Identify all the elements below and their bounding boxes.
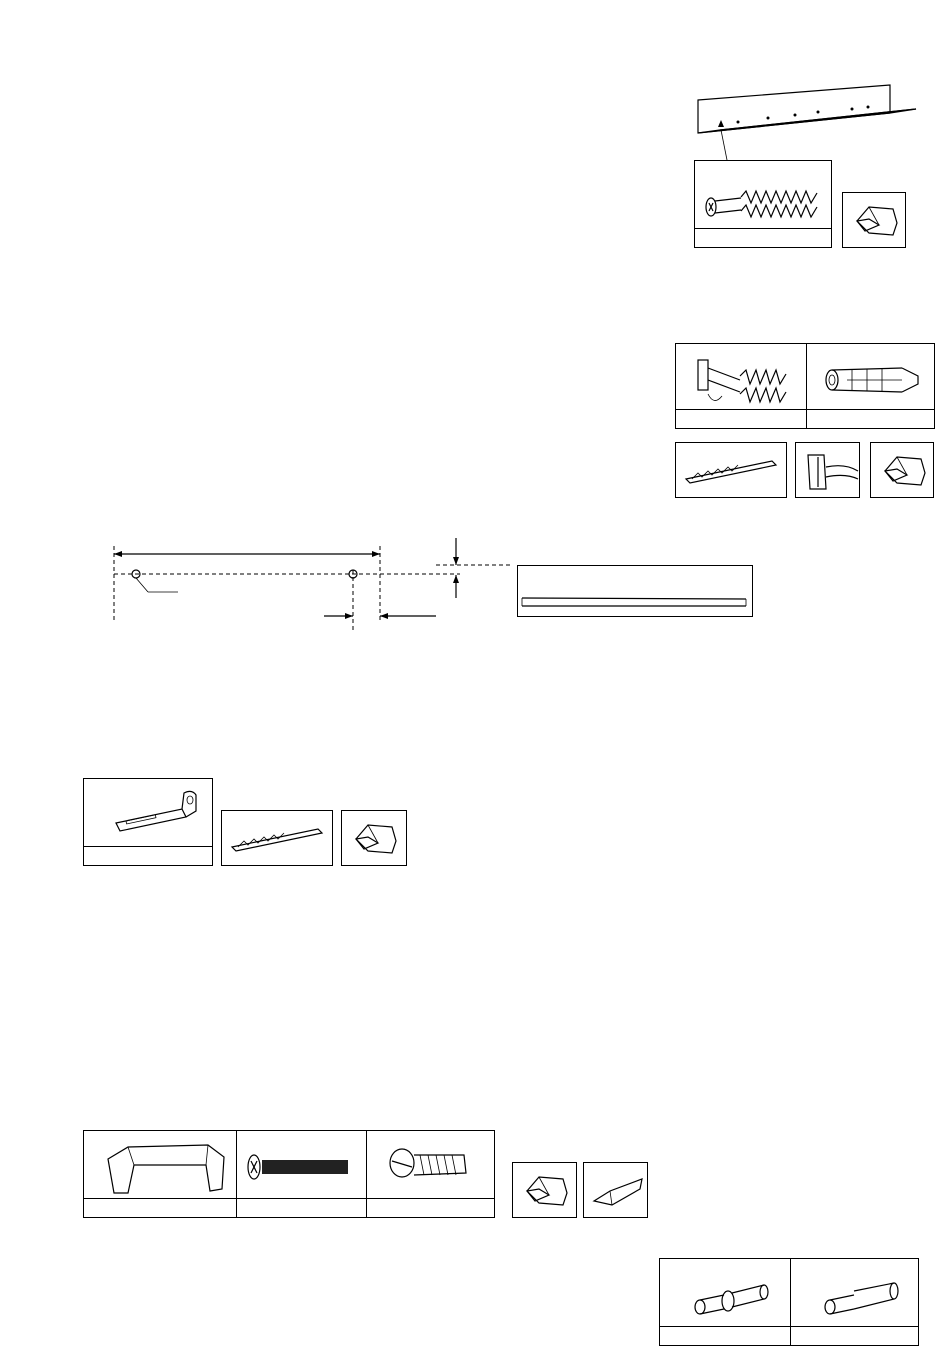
handle-icon xyxy=(98,1137,228,1195)
drill-bit-icon xyxy=(682,453,782,489)
shelf-profile-panel xyxy=(517,565,753,617)
flat-screwdriver-panel xyxy=(583,1162,648,1218)
screw-icon xyxy=(701,179,827,219)
long-screw-caption xyxy=(695,228,831,247)
bracket-caption xyxy=(84,846,212,865)
screwdriver-bit-panel xyxy=(512,1162,577,1218)
wall-fixing-parts-panel xyxy=(675,343,935,429)
dowel-icon xyxy=(820,1273,910,1323)
hammer-panel xyxy=(795,442,860,498)
handle-parts-panel xyxy=(83,1130,495,1218)
screwdriver-bit-panel xyxy=(870,442,934,498)
dowel-icon xyxy=(690,1273,780,1323)
drill-bit-panel xyxy=(675,442,787,498)
hook-screw-icon xyxy=(690,354,800,404)
screwdriver-bit-icon xyxy=(849,203,901,239)
measurement-diagram xyxy=(100,530,520,630)
screwdriver-bit-icon xyxy=(877,453,929,489)
screwdriver-bit-icon xyxy=(519,1173,571,1209)
machine-screw-icon xyxy=(244,1149,359,1185)
drill-bit-panel xyxy=(221,810,333,866)
bracket-panel xyxy=(83,778,213,866)
bracket-icon xyxy=(112,789,202,833)
wall-fixing-caption xyxy=(676,409,934,428)
screwdriver-bit-panel xyxy=(341,810,407,866)
screwdriver-bit-icon xyxy=(348,821,400,857)
long-screw-panel xyxy=(694,160,832,248)
hammer-icon xyxy=(800,449,860,495)
dowel-parts-caption xyxy=(660,1326,918,1345)
wall-plug-icon xyxy=(822,362,932,402)
shelf-profile-icon xyxy=(518,566,754,618)
flat-screwdriver-icon xyxy=(590,1175,645,1209)
drill-bit-icon xyxy=(228,821,328,857)
handle-parts-caption xyxy=(84,1198,494,1217)
dowel-parts-panel xyxy=(659,1258,919,1346)
screwdriver-bit-panel xyxy=(842,192,906,248)
slotted-screw-icon xyxy=(384,1145,484,1185)
